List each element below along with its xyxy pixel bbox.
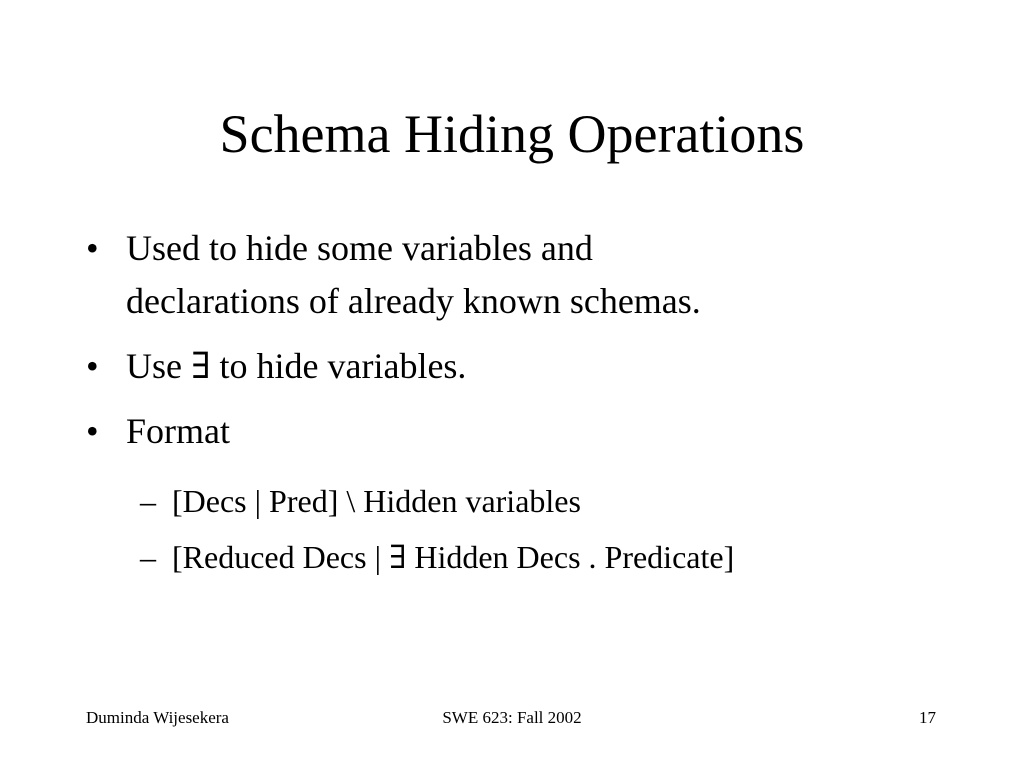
bullet-text-line: Used to hide some variables and xyxy=(126,228,593,268)
bullet-item xyxy=(86,340,966,393)
bullet-marker: • xyxy=(86,228,99,268)
sub-bullet-item xyxy=(86,480,966,522)
bullet-item xyxy=(86,405,966,458)
sub-bullet-marker: – xyxy=(140,483,156,519)
sub-bullet-marker: – xyxy=(140,539,156,575)
footer-author: Duminda Wijesekera xyxy=(86,708,229,727)
bullet-list xyxy=(86,222,966,470)
sub-bullet-text: [Reduced Decs | ∃ Hidden Decs . Predicate] xyxy=(172,539,735,575)
bullet-text: Use ∃ to hide variables. xyxy=(126,346,467,386)
bullet-marker: • xyxy=(86,411,99,451)
bullet-marker: • xyxy=(86,346,99,386)
sub-bullet-text: [Decs | Pred] \ Hidden variables xyxy=(172,483,581,519)
bullet-text-line: declarations of already known schemas. xyxy=(126,281,701,321)
sub-bullet-item xyxy=(86,536,966,578)
bullet-text xyxy=(126,228,701,321)
sub-bullet-list xyxy=(86,470,966,592)
bullet-item xyxy=(86,222,966,328)
slide-title: Schema Hiding Operations xyxy=(219,104,805,164)
footer-page-number: 17 xyxy=(919,708,936,727)
footer-course: SWE 623: Fall 2002 xyxy=(442,708,582,727)
bullet-text: Format xyxy=(126,411,230,451)
